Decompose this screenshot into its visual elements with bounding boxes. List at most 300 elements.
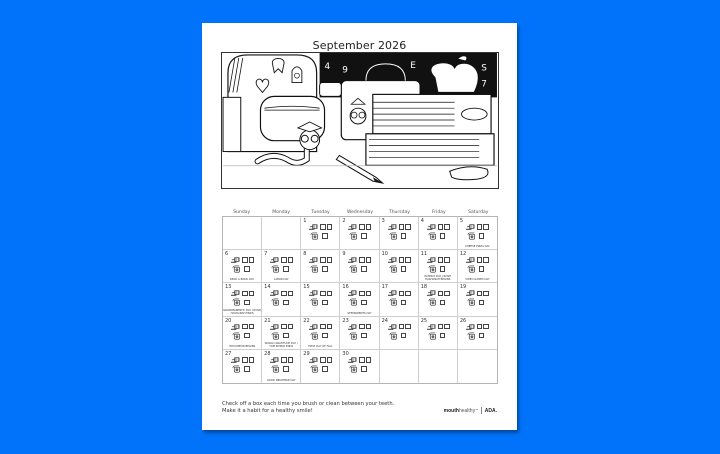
calendar-day-26 bbox=[458, 317, 497, 350]
toothbrush-icon bbox=[388, 256, 397, 264]
brush-checkbox-1[interactable] bbox=[399, 224, 405, 230]
floss-icon bbox=[389, 265, 398, 273]
toothbrush-icon bbox=[388, 323, 397, 331]
floss-checkbox[interactable] bbox=[322, 266, 328, 272]
brush-tracker bbox=[348, 223, 371, 231]
floss-icon bbox=[271, 265, 280, 273]
brush-tracker bbox=[309, 289, 332, 297]
floss-tracker bbox=[467, 232, 485, 240]
brush-checkbox-2[interactable] bbox=[483, 291, 489, 297]
brush-checkbox-2[interactable] bbox=[288, 324, 294, 330]
toothbrush-icon bbox=[348, 323, 357, 331]
calendar-day-10 bbox=[380, 250, 419, 283]
brush-tracker bbox=[348, 289, 371, 297]
toothbrush-icon bbox=[309, 289, 318, 297]
brush-tracker bbox=[427, 323, 450, 331]
calendar-day-12 bbox=[458, 250, 497, 283]
brush-checkbox-2[interactable] bbox=[366, 224, 372, 230]
floss-checkbox[interactable] bbox=[440, 233, 446, 239]
floss-icon bbox=[271, 298, 280, 306]
floss-tracker bbox=[467, 265, 485, 273]
floss-tracker bbox=[310, 332, 328, 340]
floss-icon bbox=[310, 298, 319, 306]
brush-checkbox-1[interactable] bbox=[320, 224, 326, 230]
brush-checkbox-2[interactable] bbox=[327, 257, 333, 263]
floss-tracker bbox=[467, 298, 485, 306]
day-number: 26 bbox=[459, 317, 467, 324]
brush-checkbox-1[interactable] bbox=[320, 291, 326, 297]
floss-checkbox[interactable] bbox=[361, 333, 367, 339]
brush-checkbox-2[interactable] bbox=[327, 291, 333, 297]
toothbrush-icon bbox=[270, 256, 279, 264]
day-number: 4 bbox=[420, 218, 424, 224]
brush-tracker bbox=[309, 256, 332, 264]
floss-tracker bbox=[271, 332, 289, 340]
floss-checkbox[interactable] bbox=[479, 266, 485, 272]
calendar-day-21 bbox=[262, 317, 301, 350]
event-label: CHEESE PIZZA DAY bbox=[465, 245, 490, 249]
event-label: YOM KIPPUR BEGINS bbox=[228, 344, 256, 348]
brush-checkbox-1[interactable] bbox=[438, 257, 444, 263]
floss-tracker bbox=[232, 265, 250, 273]
brush-tracker bbox=[388, 223, 411, 231]
day-number: 17 bbox=[381, 284, 388, 291]
day-number: 12 bbox=[459, 251, 467, 258]
calendar-empty-cell bbox=[458, 350, 497, 383]
floss-checkbox[interactable] bbox=[361, 266, 367, 272]
event-label: FIRST DAY OF FALL bbox=[308, 344, 333, 348]
toothbrush-icon bbox=[466, 256, 475, 264]
brush-checkbox-2[interactable] bbox=[444, 224, 450, 230]
floss-tracker bbox=[310, 365, 328, 373]
floss-icon bbox=[467, 265, 476, 273]
calendar-day-2 bbox=[340, 217, 379, 250]
day-number: 1 bbox=[303, 218, 307, 224]
floss-tracker bbox=[271, 298, 289, 306]
calendar-day-11 bbox=[419, 250, 458, 283]
floss-tracker bbox=[349, 365, 367, 373]
day-number: 21 bbox=[264, 317, 271, 324]
brush-tracker bbox=[388, 289, 411, 297]
floss-tracker bbox=[232, 298, 250, 306]
calendar-day-15 bbox=[301, 283, 340, 316]
brush-tracker bbox=[231, 289, 254, 297]
day-number: 22 bbox=[303, 317, 310, 324]
instructions bbox=[222, 401, 394, 415]
event-label: GOOD NEIGHBOR DAY bbox=[266, 379, 296, 382]
toothbrush-icon bbox=[231, 356, 240, 364]
floss-checkbox[interactable] bbox=[322, 233, 328, 239]
brush-tracker bbox=[309, 356, 332, 364]
brush-checkbox-1[interactable] bbox=[281, 291, 287, 297]
brush-tracker bbox=[270, 356, 293, 364]
brush-tracker bbox=[231, 256, 254, 264]
dow-monday: Monday bbox=[272, 210, 291, 215]
calendar-day-25 bbox=[419, 317, 458, 350]
brush-checkbox-2[interactable] bbox=[366, 257, 372, 263]
dow-thursday: Thursday bbox=[388, 210, 410, 215]
floss-checkbox[interactable] bbox=[401, 266, 407, 272]
brush-checkbox-1[interactable] bbox=[399, 257, 405, 263]
svg-text:4: 4 bbox=[324, 61, 331, 72]
coloring-illustration bbox=[221, 52, 499, 189]
brush-tracker bbox=[348, 256, 371, 264]
brush-checkbox-2[interactable] bbox=[405, 257, 411, 263]
ada-logo: ADA. bbox=[484, 407, 497, 414]
back-to-school-illustration bbox=[222, 53, 498, 188]
toothbrush-icon bbox=[388, 223, 397, 231]
event-label: STEPPARENTS DAY bbox=[347, 311, 372, 315]
day-number: 6 bbox=[225, 251, 229, 258]
floss-tracker bbox=[349, 298, 367, 306]
brush-checkbox-1[interactable] bbox=[242, 291, 248, 297]
brush-checkbox-2[interactable] bbox=[288, 291, 294, 297]
brush-checkbox-1[interactable] bbox=[359, 224, 365, 230]
calendar-day-28 bbox=[262, 350, 301, 383]
calendar-day-20 bbox=[223, 317, 262, 350]
toothbrush-icon bbox=[427, 256, 436, 264]
logo-divider bbox=[481, 407, 482, 414]
floss-icon bbox=[389, 232, 398, 240]
day-number: 14 bbox=[264, 284, 271, 291]
brush-checkbox-1[interactable] bbox=[477, 257, 483, 263]
toothbrush-icon bbox=[309, 323, 318, 331]
toothbrush-icon bbox=[348, 223, 357, 231]
floss-checkbox[interactable] bbox=[322, 366, 328, 372]
calendar-grid bbox=[222, 216, 498, 384]
toothbrush-icon bbox=[466, 223, 475, 231]
calendar-empty-cell bbox=[223, 217, 262, 250]
brush-tracker bbox=[388, 323, 411, 331]
floss-icon bbox=[349, 298, 358, 306]
brush-checkbox-2[interactable] bbox=[405, 324, 411, 330]
toothbrush-icon bbox=[270, 289, 279, 297]
brush-checkbox-1[interactable] bbox=[477, 224, 483, 230]
floss-tracker bbox=[467, 332, 485, 340]
brush-checkbox-2[interactable] bbox=[483, 257, 489, 263]
toothbrush-icon bbox=[270, 356, 279, 364]
brush-checkbox-2[interactable] bbox=[366, 324, 372, 330]
floss-checkbox[interactable] bbox=[361, 233, 367, 239]
calendar-empty-cell bbox=[262, 217, 301, 250]
calendar-day-4 bbox=[419, 217, 458, 250]
floss-icon bbox=[232, 365, 241, 373]
floss-tracker bbox=[389, 265, 407, 273]
event-label: VIDEO GAMES DAY bbox=[465, 278, 490, 282]
brush-checkbox-2[interactable] bbox=[444, 324, 450, 330]
floss-tracker bbox=[310, 298, 328, 306]
dow-saturday: Saturday bbox=[468, 210, 489, 215]
event-label: GRANDPARENTS' DAY / ROSH HASHANAH ENDS bbox=[223, 308, 261, 315]
floss-checkbox[interactable] bbox=[401, 300, 407, 306]
day-number: 16 bbox=[342, 284, 349, 291]
floss-tracker bbox=[389, 298, 407, 306]
floss-checkbox[interactable] bbox=[322, 333, 328, 339]
footer-logos bbox=[444, 407, 497, 414]
brush-tracker bbox=[270, 256, 293, 264]
calendar-day-30 bbox=[340, 350, 379, 383]
floss-tracker bbox=[232, 365, 250, 373]
brush-checkbox-2[interactable] bbox=[327, 357, 333, 363]
floss-icon bbox=[310, 332, 319, 340]
brush-checkbox-2[interactable] bbox=[483, 324, 489, 330]
brush-tracker bbox=[466, 223, 489, 231]
dow-tuesday: Tuesday bbox=[311, 210, 330, 215]
toothbrush-icon bbox=[309, 256, 318, 264]
brush-tracker bbox=[427, 289, 450, 297]
brush-tracker bbox=[427, 223, 450, 231]
calendar-day-19 bbox=[458, 283, 497, 316]
brush-tracker bbox=[466, 256, 489, 264]
floss-checkbox[interactable] bbox=[283, 366, 289, 372]
svg-text:9: 9 bbox=[342, 65, 348, 76]
floss-checkbox[interactable] bbox=[283, 300, 289, 306]
brush-checkbox-1[interactable] bbox=[359, 357, 365, 363]
brush-checkbox-2[interactable] bbox=[288, 257, 294, 263]
brush-checkbox-1[interactable] bbox=[242, 257, 248, 263]
page-title: September 2026 bbox=[312, 39, 407, 52]
event-label: PATRIOT DAY / ROSH HASHANAH BEGINS bbox=[424, 275, 452, 282]
floss-icon bbox=[428, 265, 437, 273]
floss-tracker bbox=[428, 332, 446, 340]
calendar-day-24 bbox=[380, 317, 419, 350]
floss-icon bbox=[389, 298, 398, 306]
brush-tracker bbox=[348, 356, 371, 364]
floss-checkbox[interactable] bbox=[244, 300, 250, 306]
toothbrush-icon bbox=[427, 223, 436, 231]
day-number: 23 bbox=[342, 317, 349, 324]
day-number: 9 bbox=[342, 251, 346, 258]
floss-tracker bbox=[310, 265, 328, 273]
calendar-day-23 bbox=[340, 317, 379, 350]
brush-checkbox-1[interactable] bbox=[320, 357, 326, 363]
brush-checkbox-1[interactable] bbox=[359, 257, 365, 263]
brush-checkbox-1[interactable] bbox=[281, 324, 287, 330]
brush-checkbox-1[interactable] bbox=[359, 324, 365, 330]
day-number: 30 bbox=[342, 350, 349, 357]
brush-checkbox-2[interactable] bbox=[249, 324, 255, 330]
toothbrush-icon bbox=[309, 223, 318, 231]
brush-checkbox-2[interactable] bbox=[249, 291, 255, 297]
calendar-day-3 bbox=[380, 217, 419, 250]
calendar-day-13 bbox=[223, 283, 262, 316]
floss-checkbox[interactable] bbox=[361, 300, 367, 306]
event-label: READ A BOOK DAY bbox=[230, 278, 255, 282]
calendar-day-22 bbox=[301, 317, 340, 350]
floss-icon bbox=[428, 232, 437, 240]
mouthhealthy-logo: mouthhealthy™ bbox=[443, 407, 479, 414]
calendar-day-8 bbox=[301, 250, 340, 283]
floss-tracker bbox=[389, 232, 407, 240]
day-number: 10 bbox=[381, 251, 388, 258]
day-number: 24 bbox=[381, 317, 388, 324]
svg-text:7: 7 bbox=[481, 79, 487, 90]
floss-checkbox[interactable] bbox=[322, 300, 328, 306]
floss-icon bbox=[232, 332, 241, 340]
floss-checkbox[interactable] bbox=[283, 266, 289, 272]
brush-tracker bbox=[231, 356, 254, 364]
toothbrush-icon bbox=[348, 289, 357, 297]
brush-tracker bbox=[348, 323, 371, 331]
brush-checkbox-1[interactable] bbox=[477, 324, 483, 330]
brush-checkbox-2[interactable] bbox=[444, 257, 450, 263]
brush-tracker bbox=[270, 323, 293, 331]
floss-tracker bbox=[271, 365, 289, 373]
floss-checkbox[interactable] bbox=[244, 366, 250, 372]
floss-checkbox[interactable] bbox=[479, 300, 485, 306]
brush-tracker bbox=[309, 323, 332, 331]
day-number: 27 bbox=[225, 350, 232, 357]
dow-friday: Friday bbox=[432, 210, 446, 215]
toothbrush-icon bbox=[427, 323, 436, 331]
floss-tracker bbox=[349, 265, 367, 273]
day-number: 18 bbox=[420, 284, 428, 291]
brush-checkbox-1[interactable] bbox=[399, 324, 405, 330]
day-number: 19 bbox=[459, 284, 467, 291]
floss-checkbox[interactable] bbox=[401, 333, 407, 339]
brush-checkbox-2[interactable] bbox=[249, 357, 255, 363]
floss-icon bbox=[349, 265, 358, 273]
floss-tracker bbox=[389, 332, 407, 340]
brush-tracker bbox=[388, 256, 411, 264]
toothbrush-icon bbox=[231, 323, 240, 331]
event-label: WORLD GRATITUDE DAY / YOM KIPPUR ENDS bbox=[264, 341, 298, 348]
brush-checkbox-1[interactable] bbox=[242, 357, 248, 363]
floss-icon bbox=[349, 232, 358, 240]
toothbrush-icon bbox=[231, 289, 240, 297]
floss-icon bbox=[349, 332, 358, 340]
brush-tracker bbox=[270, 289, 293, 297]
day-number: 5 bbox=[459, 218, 464, 224]
brush-tracker bbox=[309, 223, 332, 231]
brush-checkbox-2[interactable] bbox=[366, 357, 372, 363]
calendar-day-14 bbox=[262, 283, 301, 316]
toothbrush-icon bbox=[270, 323, 279, 331]
floss-icon bbox=[467, 232, 476, 240]
toothbrush-icon bbox=[309, 356, 318, 364]
floss-icon bbox=[232, 298, 241, 306]
brush-checkbox-1[interactable] bbox=[320, 324, 326, 330]
floss-checkbox[interactable] bbox=[283, 333, 289, 339]
calendar-day-17 bbox=[380, 283, 419, 316]
toothbrush-icon bbox=[427, 289, 436, 297]
day-number: 13 bbox=[225, 284, 232, 291]
calendar-day-1 bbox=[301, 217, 340, 250]
calendar-day-29 bbox=[301, 350, 340, 383]
floss-icon bbox=[271, 332, 280, 340]
toothbrush-icon bbox=[466, 323, 475, 331]
floss-checkbox[interactable] bbox=[479, 233, 485, 239]
brush-checkbox-2[interactable] bbox=[327, 324, 333, 330]
floss-checkbox[interactable] bbox=[440, 333, 446, 339]
floss-icon bbox=[349, 365, 358, 373]
floss-icon bbox=[310, 365, 319, 373]
brush-checkbox-1[interactable] bbox=[281, 357, 287, 363]
brush-checkbox-1[interactable] bbox=[438, 224, 444, 230]
toothbrush-icon bbox=[348, 256, 357, 264]
floss-icon bbox=[310, 232, 319, 240]
calendar-day-6 bbox=[223, 250, 262, 283]
floss-tracker bbox=[349, 232, 367, 240]
day-number: 8 bbox=[303, 251, 307, 258]
floss-icon bbox=[389, 332, 398, 340]
floss-checkbox[interactable] bbox=[361, 366, 367, 372]
day-number: 2 bbox=[342, 218, 346, 224]
day-number: 15 bbox=[303, 284, 310, 291]
day-number: 28 bbox=[264, 350, 271, 357]
calendar-empty-cell bbox=[380, 350, 419, 383]
toothbrush-icon bbox=[388, 289, 397, 297]
calendar-day-18 bbox=[419, 283, 458, 316]
floss-tracker bbox=[428, 232, 446, 240]
floss-checkbox[interactable] bbox=[440, 300, 446, 306]
floss-tracker bbox=[232, 332, 250, 340]
brush-checkbox-1[interactable] bbox=[320, 257, 326, 263]
floss-checkbox[interactable] bbox=[401, 233, 407, 239]
floss-icon bbox=[428, 332, 437, 340]
brush-checkbox-2[interactable] bbox=[327, 224, 333, 230]
svg-text:S: S bbox=[481, 63, 487, 74]
calendar-day-5 bbox=[458, 217, 497, 250]
day-number: 29 bbox=[303, 350, 310, 357]
brush-tracker bbox=[427, 256, 450, 264]
calendar-day-16 bbox=[340, 283, 379, 316]
event-label: LABOR DAY bbox=[273, 278, 289, 282]
brush-checkbox-2[interactable] bbox=[249, 257, 255, 263]
brush-checkbox-1[interactable] bbox=[438, 291, 444, 297]
floss-icon bbox=[428, 298, 437, 306]
toothbrush-icon bbox=[348, 356, 357, 364]
brush-checkbox-1[interactable] bbox=[281, 257, 287, 263]
brush-checkbox-1[interactable] bbox=[438, 324, 444, 330]
floss-checkbox[interactable] bbox=[440, 266, 446, 272]
floss-checkbox[interactable] bbox=[479, 333, 485, 339]
brush-checkbox-2[interactable] bbox=[405, 291, 411, 297]
floss-icon bbox=[271, 365, 280, 373]
day-number: 20 bbox=[225, 317, 232, 324]
brush-tracker bbox=[466, 289, 489, 297]
dow-sunday: Sunday bbox=[233, 210, 251, 215]
calendar-day-27 bbox=[223, 350, 262, 383]
floss-checkbox[interactable] bbox=[244, 333, 250, 339]
brush-checkbox-2[interactable] bbox=[444, 291, 450, 297]
brush-checkbox-2[interactable] bbox=[288, 357, 294, 363]
floss-icon bbox=[232, 265, 241, 273]
floss-tracker bbox=[428, 298, 446, 306]
brush-checkbox-2[interactable] bbox=[366, 291, 372, 297]
calendar-empty-cell bbox=[419, 350, 458, 383]
brush-tracker bbox=[231, 323, 254, 331]
brush-checkbox-1[interactable] bbox=[359, 291, 365, 297]
floss-icon bbox=[310, 265, 319, 273]
brush-checkbox-2[interactable] bbox=[405, 224, 411, 230]
floss-icon bbox=[467, 298, 476, 306]
brush-checkbox-2[interactable] bbox=[483, 224, 489, 230]
brush-checkbox-1[interactable] bbox=[242, 324, 248, 330]
floss-checkbox[interactable] bbox=[244, 266, 250, 272]
instructions-line-1: Check off a box each time you brush or clean between your teeth. bbox=[222, 401, 395, 407]
day-number: 11 bbox=[420, 251, 428, 258]
brush-checkbox-1[interactable] bbox=[477, 291, 483, 297]
toothbrush-icon bbox=[466, 289, 475, 297]
instructions-line-2: Make it a habit for a healthy smile! bbox=[222, 408, 313, 414]
day-number: 3 bbox=[381, 218, 385, 224]
toothbrush-icon bbox=[231, 256, 240, 264]
floss-icon bbox=[467, 332, 476, 340]
calendar-day-9 bbox=[340, 250, 379, 283]
brush-checkbox-1[interactable] bbox=[399, 291, 405, 297]
dow-wednesday: Wednesday bbox=[346, 210, 374, 215]
